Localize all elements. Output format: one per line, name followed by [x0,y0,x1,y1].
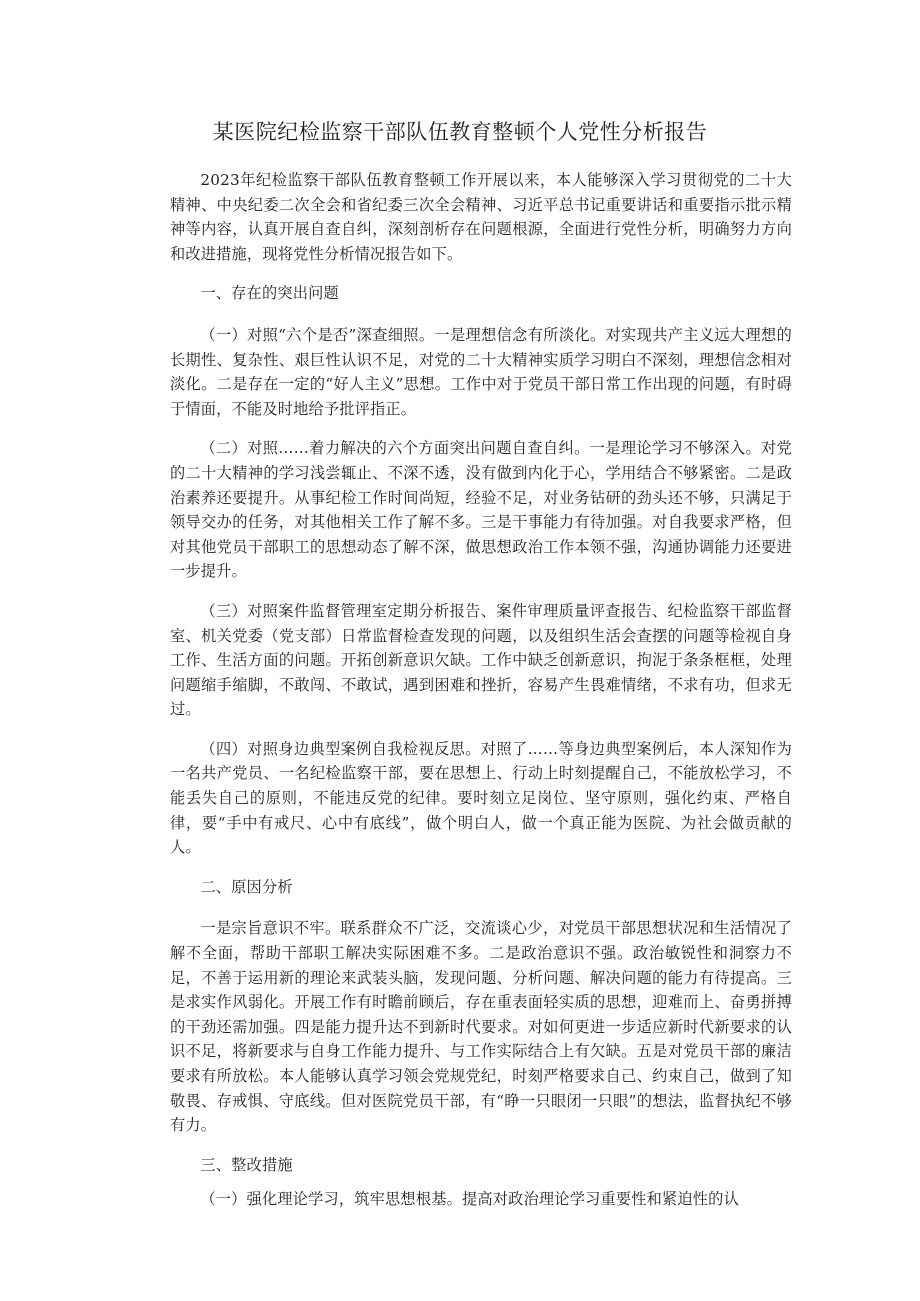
intro-paragraph: 2023年纪检监察干部队伍教育整顿工作开展以来，本人能够深入学习贯彻党的二十大精神、中央纪委二次全会和省纪委三次全会精神、习近平总书记重要讲话和重要指示批示精神等内容，认真开展自查自纠，深刻剖析存在问题根源，全面进行党性分析，明确努力方向和改进措施，现将党性分析情况报告如下。 [170,171,792,263]
document-body [170,168,792,1227]
problem-paragraph-3: （三）对照案件监督管理室定期分析报告、案件审理质量评查报告、纪检监察干部监督室、机关党委（党支部）日常监督检查发现的问题，以及组织生活会查摆的问题等检视自身工作、生活方面的问题。开拓创新意识欠缺。工作中缺乏创新意识，拘泥于条条框框，处理问题缩手缩脚，不敢闯、不敢试，遇到困难和挫折，容易产生畏难情绪，不求有功，但求无过。 [170,601,792,719]
measure-paragraph-1: （一）强化理论学习，筑牢思想根基。提高对政治理论学习重要性和紧迫性的认 [200,1190,739,1209]
document-title: 某医院纪检监察干部队伍教育整顿个人党性分析报告 [212,120,708,144]
section-heading-problems: 一、存在的突出问题 [200,284,339,303]
problem-paragraph-1: （一）对照“六个是否”深查细照。一是理想信念有所淡化。对实现共产主义远大理想的长期性、复杂性、艰巨性认识不足，对党的二十大精神实质学习明白不深刻，理想信念相对淡化。二是存在一定的“好人主义”思想。工作中对于党员干部日常工作出现的问题，有时碍于情面，不能及时地给予批评指正。 [170,325,792,418]
problem-paragraph-2: （二）对照……着力解决的六个方面突出问题自查自纠。一是理论学习不够深入。对党的二十大精神的学习浅尝辄止、不深不透，没有做到内化于心，学用结合不够紧密。二是政治素养还要提升。从事纪检工作时间尚短，经验不足，对业务钻研的劲头还不够，只满足于领导交办的任务，对其他相关工作了解不多。三是干事能力有待加强。对自我要求严格，但对其他党员干部职工的思想动态了解不深，做思想政治工作本领不强，沟通协调能力还要进一步提升。 [170,439,792,581]
section-heading-measures: 三、整改措施 [200,1155,293,1174]
cause-paragraph-1: 一是宗旨意识不牢。联系群众不广泛，交流谈心少，对党员干部思想状况和生活情况了解不全面，帮助干部职工解决实际困难不多。二是政治意识不强。政治敏锐性和洞察力不足，不善于运用新的理论来武装头脑，发现问题、分析问题、解决问题的能力有待提高。三是求实作风弱化。开展工作有时瞻前顾后，存在重表面轻实质的思想，迎难而上、奋勇拼搏的干劲还需加强。四是能力提升达不到新时代要求。对如何更进一步适应新时代新要求的认识不足，将新要求与自身工作能力提升、与工作实际结合上有欠缺。五是对党员干部的廉洁要求有所放松。本人能够认真学习领会党规党纪，时刻严格要求自己、约束自己，做到了知敬畏、存戒惧、守底线。但对医院党员干部，有“睁一只眼闭一只眼”的想法，监督执纪不够有力。 [170,919,792,1135]
problem-paragraph-4: （四）对照身边典型案例自我检视反思。对照了……等身边典型案例后，本人深知作为一名共产党员、一名纪检监察干部，要在思想上、行动上时刻提醒自己，不能放松学习，不能丢失自己的原则，不能违反党的纪律。要时刻立足岗位、坚守原则，强化约束、严格自律，要“手中有戒尺、心中有底线”，做个明白人，做一个真正能为医院、为社会做贡献的人。 [170,739,792,857]
section-heading-causes: 二、原因分析 [200,877,293,896]
